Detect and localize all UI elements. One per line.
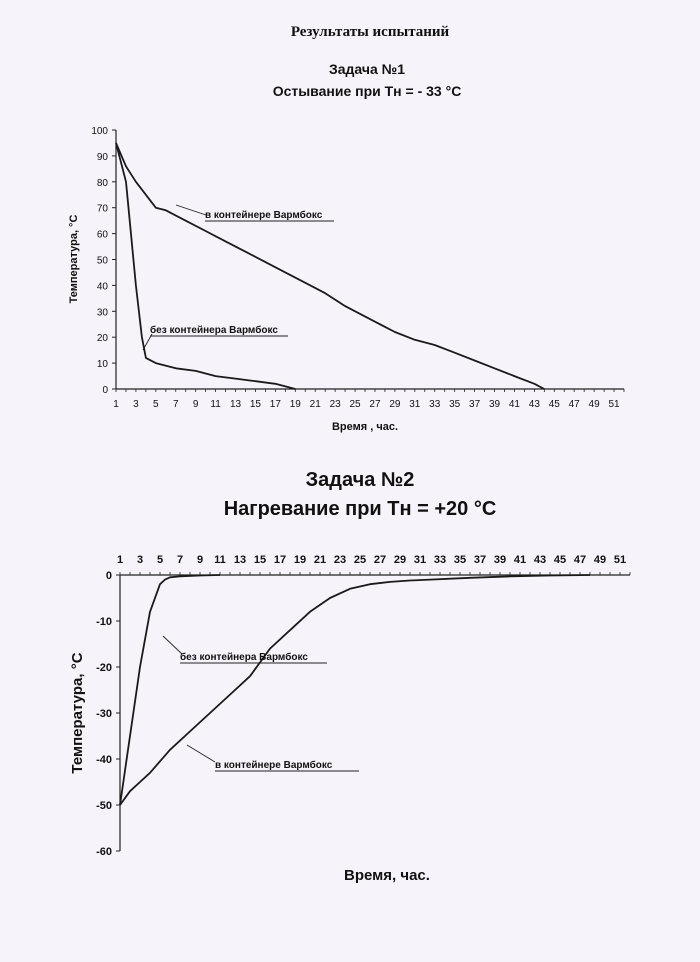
- chart2-x-tick-label: 41: [513, 554, 527, 566]
- chart1-x-tick-label: 39: [488, 399, 501, 410]
- chart1-x-tick-label: 29: [389, 399, 401, 410]
- chart2-y-tick-label: -40: [96, 754, 112, 766]
- chart2-x-tick-label: 25: [353, 554, 367, 566]
- chart1-x-tick-label: 7: [172, 399, 179, 410]
- chart2-x-tick-label: 43: [533, 554, 547, 566]
- chart2-x-tick-label: 21: [313, 554, 327, 566]
- chart2-series-label-leader: [187, 745, 215, 762]
- chart2-y-tick-label: -30: [96, 708, 112, 720]
- chart2-x-tick-label: 3: [136, 554, 144, 566]
- chart1-x-tick-label: 43: [528, 399, 540, 410]
- chart1-y-tick-label: 40: [96, 281, 108, 293]
- chart1-x-tick-label: 47: [568, 399, 580, 410]
- chart1-series-label-leader: [176, 205, 206, 215]
- chart1-x-tick-label: 9: [192, 399, 199, 410]
- chart1-y-tick-label: 80: [96, 177, 108, 189]
- chart2-x-tick-label: 13: [233, 554, 247, 566]
- chart2-x-axis-label: Время, час.: [344, 867, 430, 884]
- chart1-y-tick-label: 10: [96, 359, 108, 371]
- chart2-x-tick-label: 9: [196, 554, 204, 566]
- chart1-x-tick-label: 19: [289, 399, 301, 410]
- chart1-x-tick-label: 45: [548, 399, 560, 410]
- chart2-x-tick-label: 35: [453, 554, 467, 566]
- chart2-y-tick-label: -20: [96, 662, 112, 674]
- chart1-subtitle: Остывание при Тн = - 33 °С: [272, 83, 462, 99]
- chart1-y-tick-label: 0: [102, 385, 108, 396]
- chart1-y-tick-label: 30: [96, 307, 108, 319]
- chart1-series-2-line: [116, 143, 295, 389]
- chart1-x-axis-label: Время , час.: [331, 421, 399, 433]
- chart2-y-tick-label: -10: [96, 616, 112, 628]
- chart2-subtitle: Нагревание при Тн = +20 °С: [223, 498, 497, 520]
- chart2-x-tick-label: 5: [156, 554, 164, 566]
- chart2-x-tick-label: 19: [293, 554, 307, 566]
- chart1-y-tick-label: 20: [96, 333, 108, 345]
- chart1-x-tick-label: 49: [588, 399, 600, 410]
- chart1-y-tick-label: 100: [91, 126, 108, 137]
- chart1-series-1-line: [116, 143, 544, 389]
- chart2-x-tick-label: 7: [176, 554, 184, 566]
- chart2-y-tick-label: 0: [105, 570, 112, 582]
- chart2-x-tick-label: 31: [413, 554, 427, 566]
- chart1-x-tick-label: 13: [229, 399, 242, 410]
- chart1-x-tick-label: 15: [249, 399, 262, 410]
- chart1-x-tick-label: 3: [133, 399, 139, 410]
- chart1-x-tick-label: 11: [210, 399, 221, 410]
- chart2-x-tick-label: 51: [613, 554, 627, 566]
- chart2-x-tick-label: 33: [433, 554, 447, 566]
- chart2-x-tick-label: 15: [253, 554, 267, 566]
- chart1-x-tick-label: 41: [508, 399, 520, 410]
- chart1-y-tick-label: 70: [96, 203, 108, 215]
- chart2-x-tick-label: 23: [333, 554, 347, 566]
- chart1-y-tick-label: 60: [96, 229, 108, 241]
- chart1-x-tick-label: 33: [429, 399, 441, 410]
- chart1-y-tick-label: 90: [96, 151, 108, 163]
- chart1-x-tick-label: 51: [608, 399, 620, 410]
- chart1-series-label: без контейнера Вармбокс: [150, 325, 278, 336]
- chart2-x-tick-label: 49: [593, 554, 607, 566]
- chart2-y-axis-label: Температура, °С: [69, 652, 86, 774]
- chart1-x-tick-label: 23: [329, 399, 341, 410]
- chart2-series-label: без контейнера Вармбокс: [180, 652, 308, 663]
- chart2-y-tick-label: -50: [96, 800, 112, 812]
- chart1-x-tick-label: 31: [409, 399, 421, 410]
- chart2-series-1-line: [120, 575, 220, 805]
- chart2-x-tick-label: 27: [373, 554, 387, 566]
- chart2-x-tick-label: 47: [573, 554, 587, 566]
- chart2-series-label: в контейнере Вармбокс: [215, 760, 333, 771]
- chart2-x-tick-label: 11: [214, 554, 226, 566]
- chart2-x-tick-label: 39: [493, 554, 507, 566]
- chart2-x-tick-label: 29: [393, 554, 407, 566]
- document-title: Результаты испытаний: [290, 24, 450, 40]
- chart2-x-tick-label: 37: [473, 554, 487, 566]
- chart1-series-label: в контейнере Вармбокс: [205, 210, 323, 221]
- chart1-y-axis-label: Температура, °С: [68, 214, 80, 304]
- chart1-y-tick-label: 50: [96, 255, 108, 267]
- chart1-x-tick-label: 25: [349, 399, 361, 410]
- chart1-x-tick-label: 37: [469, 399, 481, 410]
- chart1-x-tick-label: 5: [153, 399, 159, 410]
- chart1-title: Задача №1: [328, 61, 406, 77]
- chart1-x-tick-label: 1: [113, 399, 119, 410]
- chart1-x-tick-label: 35: [449, 399, 461, 410]
- chart1-x-tick-label: 17: [269, 399, 281, 410]
- chart2-title: Задача №2: [305, 469, 415, 491]
- chart1-x-tick-label: 21: [309, 399, 321, 410]
- chart2-y-tick-label: -60: [96, 846, 112, 858]
- chart1-x-tick-label: 27: [369, 399, 381, 410]
- chart2-x-tick-label: 17: [273, 554, 287, 566]
- chart2-series-2-line: [120, 575, 590, 805]
- chart2-x-tick-label: 45: [553, 554, 567, 566]
- chart2-x-tick-label: 1: [116, 554, 124, 566]
